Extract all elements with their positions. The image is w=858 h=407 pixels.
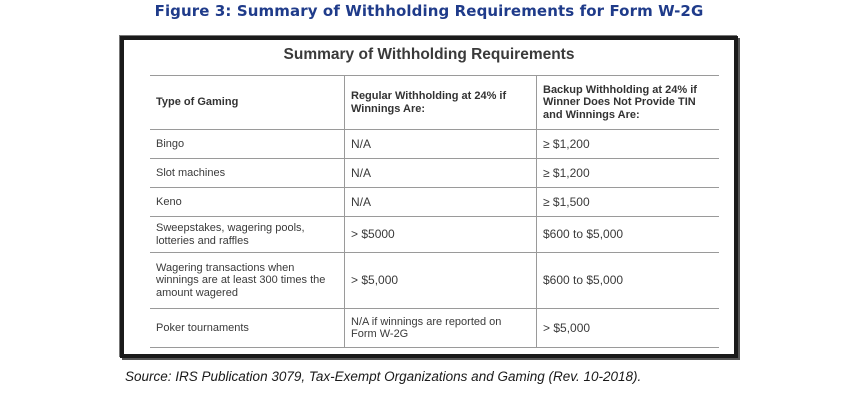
table-row <box>150 188 719 217</box>
gaming-type-cell: Sweepstakes, wagering pools, lotteries and raffles <box>150 217 345 253</box>
regular-withholding-cell: N/A <box>345 159 537 188</box>
backup-withholding-cell: $600 to $5,000 <box>537 217 720 253</box>
regular-withholding-cell: N/A <box>345 130 537 159</box>
backup-withholding-cell: ≥ $1,200 <box>537 159 720 188</box>
regular-withholding-cell: > $5000 <box>345 217 537 253</box>
table-row <box>150 217 719 253</box>
table-header-row <box>150 76 719 130</box>
withholding-summary-panel <box>120 36 738 358</box>
table-row <box>150 253 719 309</box>
regular-withholding-cell: N/A <box>345 188 537 217</box>
gaming-type-cell: Slot machines <box>150 159 345 188</box>
gaming-type-cell: Poker tournaments <box>150 309 345 348</box>
table-row <box>150 130 719 159</box>
table-row <box>150 159 719 188</box>
table-row <box>150 309 719 348</box>
header-type-of-gaming: Type of Gaming <box>150 76 345 130</box>
backup-withholding-cell: > $5,000 <box>537 309 720 348</box>
gaming-type-cell: Bingo <box>150 130 345 159</box>
backup-withholding-cell: ≥ $1,500 <box>537 188 720 217</box>
source-citation: Source: IRS Publication 3079, Tax-Exempt Organizations and Gaming (Rev. 10-2018). <box>125 369 642 384</box>
regular-withholding-cell: N/A if winnings are reported on Form W-2G <box>345 309 537 348</box>
gaming-type-cell: Wagering transactions when winnings are at least 300 times the amount wagered <box>150 253 345 309</box>
gaming-type-cell: Keno <box>150 188 345 217</box>
backup-withholding-cell: ≥ $1,200 <box>537 130 720 159</box>
header-backup-withholding: Backup Withholding at 24% if Winner Does Not Provide TIN and Winnings Are: <box>537 76 720 130</box>
regular-withholding-cell: > $5,000 <box>345 253 537 309</box>
withholding-table <box>150 75 719 348</box>
header-regular-withholding: Regular Withholding at 24% if Winnings Are: <box>345 76 537 130</box>
figure-title: Figure 3: Summary of Withholding Requirements for Form W-2G <box>154 2 704 20</box>
table-title: Summary of Withholding Requirements <box>283 46 575 63</box>
backup-withholding-cell: $600 to $5,000 <box>537 253 720 309</box>
